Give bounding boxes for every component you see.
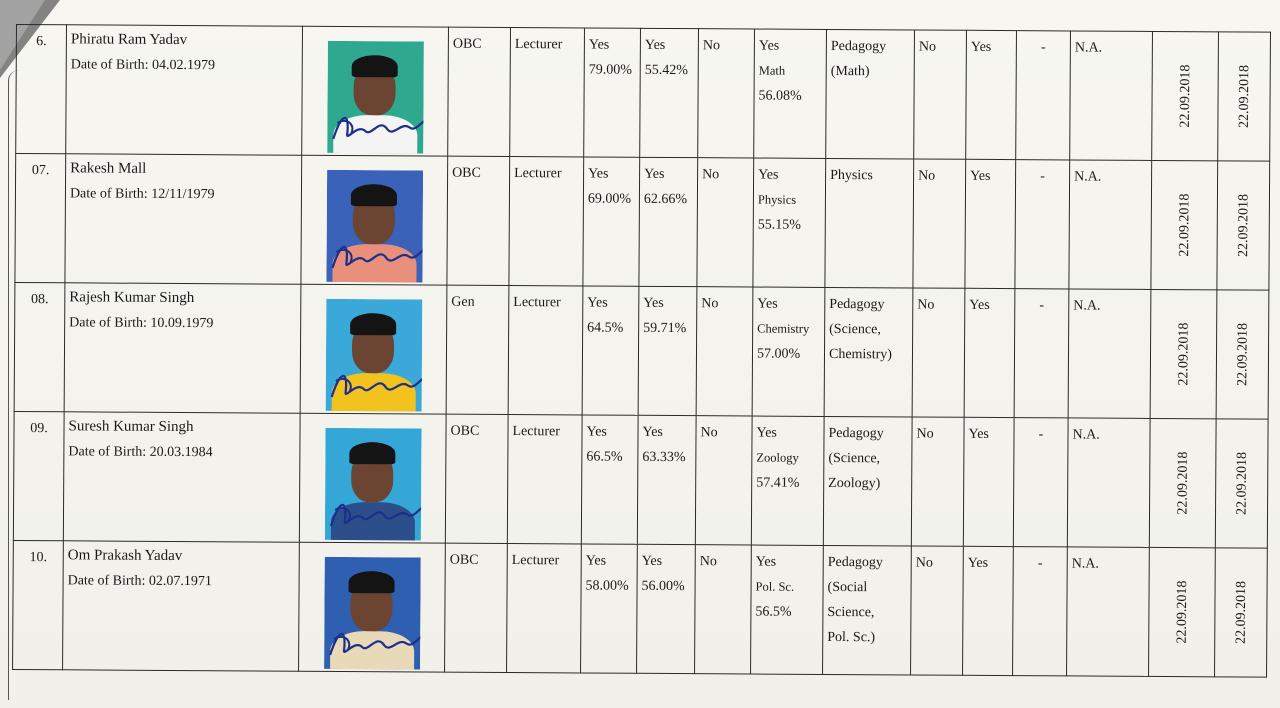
candidate-photo (327, 41, 424, 154)
cell-line: Yes (756, 425, 777, 441)
cell-line: 58.00% (585, 578, 629, 594)
qualification-2-cell (637, 544, 696, 673)
table-row (15, 154, 1270, 291)
qualification-3-cell: No (695, 545, 752, 674)
candidate-name: Rajesh Kumar Singh (69, 289, 195, 307)
na-cell: N.A. (1067, 547, 1150, 676)
cell-line: 63.33% (642, 449, 686, 466)
cell-line: 55.15% (757, 217, 802, 233)
post-cell: Lecturer (508, 286, 583, 415)
qualification-6-cell: No (911, 546, 964, 675)
cell-line: Pedagogy (828, 425, 884, 442)
date-of-birth: Date of Birth: 02.07.1971 (67, 573, 212, 590)
date-1: 22.09.2018 (1177, 64, 1193, 128)
na-cell: N.A. (1068, 289, 1151, 418)
cell-line: Science, (827, 604, 875, 621)
cell-line: 56.00% (641, 578, 685, 595)
date-2-cell (1215, 419, 1268, 548)
candidate-cell (66, 25, 303, 155)
cell-line: 57.41% (756, 475, 800, 491)
qualification-3-cell: No (695, 416, 752, 545)
signature-icon (324, 490, 421, 535)
qualification-7-cell: Yes (964, 288, 1015, 417)
post-cell: Lecturer (509, 157, 584, 286)
na-cell: N.A. (1070, 31, 1153, 160)
qualification-3-cell: No (697, 158, 754, 287)
category-cell: OBC (447, 156, 510, 285)
cell-line: Pedagogy (829, 296, 885, 313)
subject-cell (751, 545, 824, 674)
pedagogy-cell (823, 416, 912, 546)
pedagogy-cell (824, 287, 913, 417)
candidate-name: Suresh Kumar Singh (68, 418, 194, 436)
cell-line: Yes (588, 166, 609, 182)
post-cell: Lecturer (507, 415, 582, 544)
cell-line: Physics (757, 192, 797, 207)
cell-line: Yes (643, 295, 664, 311)
photo-cell (300, 284, 447, 414)
qualification-2-cell (638, 286, 697, 415)
cell-line: Physics (830, 167, 873, 184)
cell-line: 69.00% (587, 191, 632, 207)
table-row (16, 25, 1271, 162)
serial-number: 07. (15, 154, 66, 283)
signature-icon (325, 361, 422, 406)
date-2: 22.09.2018 (1233, 580, 1249, 645)
cell-line: 57.00% (756, 346, 801, 362)
photo-cell (301, 155, 448, 285)
subject-cell (751, 416, 824, 545)
qualification-2-cell (640, 28, 699, 157)
date-1: 22.09.2018 (1175, 322, 1192, 386)
qualification-2-cell (639, 157, 698, 286)
dash-cell: - (1014, 289, 1069, 418)
post-cell: Lecturer (510, 28, 585, 157)
qualification-7-cell: Yes (965, 159, 1016, 288)
qualification-1-cell (583, 157, 640, 286)
cell-line: Chemistry) (828, 346, 893, 363)
photo-cell (299, 542, 446, 672)
cell-line: Yes (588, 37, 610, 53)
date-2-cell (1215, 548, 1268, 677)
qualification-7-cell: Yes (963, 417, 1014, 546)
cell-line: Yes (644, 37, 666, 53)
cell-line: Chemistry (757, 321, 810, 336)
cell-line: Math (758, 63, 786, 78)
serial-number: 6. (16, 25, 67, 154)
qualification-7-cell: Yes (966, 30, 1017, 159)
cell-line: Pedagogy (827, 554, 883, 571)
qualification-6-cell: No (912, 288, 965, 417)
qualification-6-cell: No (914, 30, 967, 159)
cell-line: Yes (644, 166, 665, 182)
cell-line: (Science, (828, 450, 881, 467)
date-2-cell (1217, 161, 1270, 290)
cell-line: Yes (757, 296, 778, 312)
date-1-cell (1149, 418, 1216, 547)
candidate-photo (325, 299, 422, 412)
cell-line: Yes (642, 424, 663, 440)
cell-line: Yes (585, 553, 607, 569)
cell-line: Pol. Sc.) (827, 629, 876, 646)
qualification-1-cell (581, 544, 638, 673)
cell-line: 62.66% (643, 191, 688, 208)
post-cell: Lecturer (507, 544, 582, 673)
date-2: 22.09.2018 (1235, 193, 1251, 258)
qualification-3-cell: No (696, 287, 753, 416)
date-1-cell (1150, 289, 1217, 418)
candidate-cell (65, 154, 302, 284)
candidate-photo (324, 557, 421, 670)
serial-number: 10. (13, 540, 64, 669)
category-cell: OBC (445, 543, 508, 672)
candidate-name: Rakesh Mall (70, 160, 147, 177)
serial-number: 08. (14, 282, 65, 411)
date-1: 22.09.2018 (1175, 451, 1191, 515)
subject-cell (752, 287, 825, 416)
date-2: 22.09.2018 (1234, 322, 1251, 387)
cell-line: 66.5% (586, 449, 623, 465)
date-1-cell (1149, 547, 1216, 676)
subject-cell (754, 29, 827, 158)
cell-line: 59.71% (643, 320, 687, 337)
qualification-7-cell: Yes (963, 546, 1014, 675)
na-cell: N.A. (1069, 160, 1152, 289)
date-1: 22.09.2018 (1176, 193, 1192, 257)
cell-line: 64.5% (587, 320, 624, 336)
dash-cell: - (1016, 31, 1071, 160)
pedagogy-cell (825, 158, 914, 288)
qualification-1-cell (582, 286, 639, 415)
date-of-birth: Date of Birth: 12/11/1979 (69, 186, 215, 203)
table-row (13, 411, 1268, 548)
cell-line: (Social (827, 579, 868, 596)
qualification-6-cell: No (911, 417, 964, 546)
candidate-cell (63, 412, 300, 542)
date-2: 22.09.2018 (1236, 64, 1252, 129)
dash-cell: - (1015, 160, 1070, 289)
cell-line: (Math) (830, 63, 870, 80)
category-cell: OBC (448, 27, 511, 156)
date-2-cell (1216, 290, 1269, 419)
qualification-1-cell (581, 415, 638, 544)
pedagogy-cell (826, 29, 915, 159)
date-of-birth: Date of Birth: 10.09.1979 (69, 315, 214, 332)
dash-cell: - (1013, 547, 1068, 676)
category-cell: OBC (445, 414, 508, 543)
cell-line: Yes (758, 167, 779, 183)
candidate-name: Om Prakash Yadav (67, 547, 183, 565)
date-1-cell (1152, 31, 1219, 160)
cell-line: 55.42% (644, 62, 688, 79)
cell-line: Yes (586, 424, 607, 440)
signature-icon (326, 232, 423, 277)
table-row (13, 540, 1268, 677)
qualification-1-cell (584, 28, 641, 157)
qualification-6-cell: No (913, 159, 966, 288)
cell-line: (Science, (829, 321, 881, 338)
signature-icon (327, 103, 424, 148)
date-of-birth: Date of Birth: 04.02.1979 (70, 57, 216, 74)
table-body (13, 25, 1271, 678)
cell-line: 56.08% (758, 88, 802, 104)
category-cell: Gen (446, 285, 509, 414)
cell-line: 56.5% (755, 604, 792, 620)
date-2-cell (1218, 32, 1271, 161)
cell-line: Yes (758, 38, 780, 54)
cell-line: Yes (587, 295, 608, 311)
cell-line: Zoology) (828, 475, 881, 492)
na-cell: N.A. (1067, 418, 1150, 547)
serial-number: 09. (13, 411, 64, 540)
qualification-2-cell (637, 415, 696, 544)
cell-line: Yes (641, 553, 663, 569)
photo-cell (302, 26, 449, 156)
cell-line: Zoology (756, 450, 799, 465)
candidate-cell (64, 283, 301, 413)
photo-cell (299, 413, 446, 543)
candidate-photo (326, 170, 423, 283)
candidate-table (12, 24, 1271, 678)
candidate-cell (63, 541, 300, 671)
cell-line: 79.00% (588, 62, 632, 78)
table-row (14, 282, 1269, 419)
date-of-birth: Date of Birth: 20.03.1984 (68, 444, 213, 461)
subject-cell (753, 158, 826, 287)
pedagogy-cell (823, 545, 912, 675)
cell-line: Yes (755, 554, 777, 570)
qualification-3-cell: No (698, 29, 755, 158)
candidate-photo (324, 428, 421, 541)
date-2: 22.09.2018 (1234, 451, 1250, 516)
signature-icon (324, 619, 421, 664)
date-1-cell (1151, 160, 1218, 289)
cell-line: Pol. Sc. (755, 579, 795, 594)
candidate-name: Phiratu Ram Yadav (70, 31, 188, 49)
date-1: 22.09.2018 (1174, 580, 1190, 644)
cell-line: Pedagogy (830, 38, 887, 55)
dash-cell: - (1013, 418, 1068, 547)
